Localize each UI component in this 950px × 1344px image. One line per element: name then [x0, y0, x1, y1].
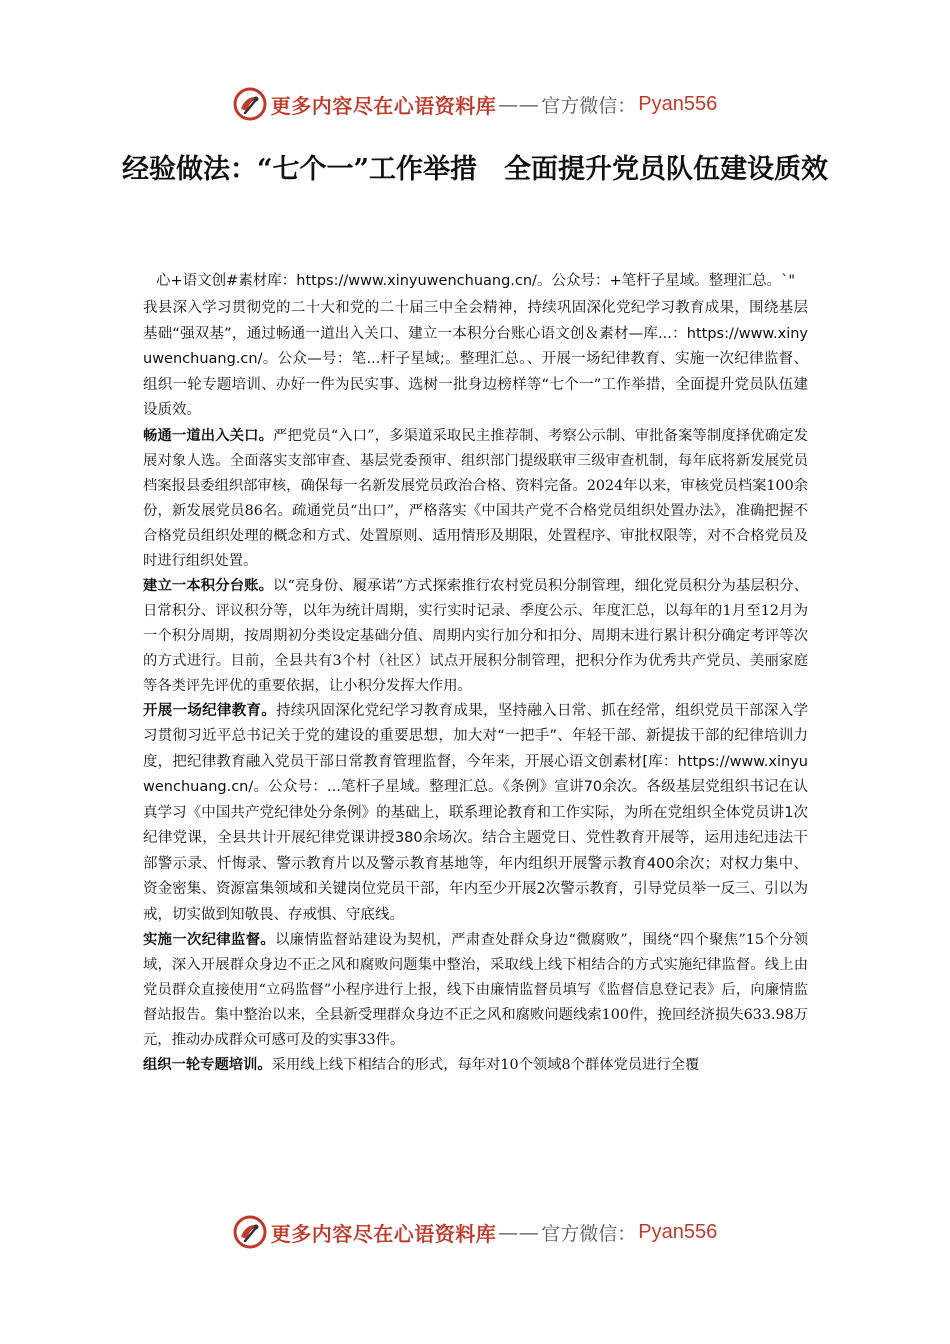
banner-label: 官方微信：: [541, 1222, 637, 1245]
red-swirl-logo-icon: [233, 87, 267, 121]
page-title: 经验做法：“七个一”工作举措 全面提升党员队伍建设质效: [121, 154, 829, 185]
section-lead: 组织一轮专题培训。: [143, 1057, 272, 1073]
section-body: 严把党员“入口”，多渠道采取民主推荐制、考察公示制、审批备案等制度择优确定发展对象人选。全面落实支部审查、基层党委预审、组织部门提级联审三级审查机制，每年底将新发展党员档案报县委组织部审核，确保每一名新发展党员政治合格、资料完备。2024年以来，审核党员档案100余份，新发展党员86名。疏通党员“出口”，严格落实《中国共产党不合格党员组织处置办法》，准确把握不合格党员组织处理的概念和方式、处置原则、适用情形及期限，处置程序、审批权限等，对不合格党员及时进行组织处置。: [143, 427, 808, 569]
document-body: [143, 270, 808, 1078]
section-lead: 实施一次纪律监督。: [143, 932, 276, 948]
banner-label: 官方微信：: [541, 94, 637, 117]
top-watermark-banner: [0, 84, 950, 124]
banner-text: 更多内容尽在心语资料库: [270, 93, 497, 118]
banner-account: Pyan556: [638, 92, 718, 115]
banner-account: Pyan556: [638, 1220, 718, 1243]
section-lead: 畅通一道出入关口。: [143, 427, 274, 444]
red-swirl-logo-icon: [233, 1215, 267, 1249]
banner-text: 更多内容尽在心语资料库: [270, 1221, 497, 1246]
section-paragraph-4: [143, 928, 808, 1053]
section-paragraph-1: [143, 424, 808, 574]
section-lead: 建立一本积分台账。: [143, 577, 274, 594]
banner-separator: ——: [498, 92, 540, 116]
section-lead: 开展一场纪律教育。: [143, 702, 277, 719]
section-body: 采用线上线下相结合的形式，每年对10个领域8个群体党员进行全覆: [271, 1057, 700, 1073]
section-paragraph-3: [143, 699, 808, 929]
section-body: 持续巩固深化党纪学习教育成果，坚持融入日常、抓在经常，组织党员干部深入学习贯彻习近平总书记关于党的建设的重要思想，加大对“一把手”、年轻干部、新提拔干部的纪律培训力度，把纪律教育融入党员干部日常教育管理监督，今年来，开展心语文创素材[库：https://www.xinyuwenchuang.cn/。公众号：...笔杆子星域。整理汇总。《条例》宣讲70余次。各级基层党组织书记在认真学习《中国共产党纪律处分条例》的基础上，联系理论教育和工作实际，为所在党组织全体党员讲1次纪律党课，全县共计开展纪律党课讲授380余场次。结合主题党日、党性教育开展等，运用违纪违法干部警示录、忏悔录、警示教育片以及警示教育基地等，年内组织开展警示教育400余次；对权力集中、资金密集、资源富集领域和关键岗位党员干部，年内至少开展2次警示教育，引导党员举一反三、引以为戒，切实做到知敬畏、存戒惧、守底线。: [143, 702, 809, 923]
intro-paragraph: 我县深入学习贯彻党的二十大和党的二十届三中全会精神，持续巩固深化党纪学习教育成果，围绕基层基础“强双基”，通过畅通一道出入关口、建立一本积分台账心语文创＆素材—库...：https://www.xinyuwenchuang.cn/。公众—号：笔...杆子星域;。整理汇总。、开展一场纪律教育、实施一次纪律监督、组织一轮专题培训、办好一件为民实事、选树一批身边榜样等“七个一”工作举措，全面提升党员队伍建设质效。: [143, 300, 808, 418]
section-paragraph-5: [143, 1053, 808, 1078]
section-body: 以廉情监督站建设为契机，严肃查处群众身边“微腐败”，围绕“四个聚焦”15个分领域，深入开展群众身边不正之风和腐败问题集中整治，采取线上线下相结合的方式实施纪律监督。线上由党员群众直接使用“立码监督”小程序进行上报，线下由廉情监督员填写《监督信息登记表》后，向廉情监督站报告。集中整治以来，全县新受理群众身边不正之风和腐败问题线索100件，挽回经济损失633.98万元，推动办成群众可感可及的实事33件。: [143, 932, 808, 1048]
section-paragraph-2: [143, 574, 808, 699]
bottom-watermark-banner: [0, 1212, 950, 1252]
section-body: 以“亮身份、履承诺”方式探索推行农村党员积分制管理，细化党员积分为基层积分、日常积分、评议积分等，以年为统计周期，实行实时记录、季度公示、年度汇总，以每年的1月至12月为一个积分周期，按周期初分类设定基础分值、周期内实行加分和扣分、周期末进行累计积分确定考评等次的方式进行。目前，全县共有3个村（社区）试点开展积分制管理，把积分作为优秀共产党员、美丽家庭等各类评先评优的重要依据，让小积分发挥大作用。: [143, 577, 808, 694]
banner-separator: ——: [498, 1220, 540, 1244]
source-line: 心+语文创#素材库：https://www.xinyuwenchuang.cn/。公众号：+笔杆子星域。整理汇总。`": [155, 273, 796, 289]
